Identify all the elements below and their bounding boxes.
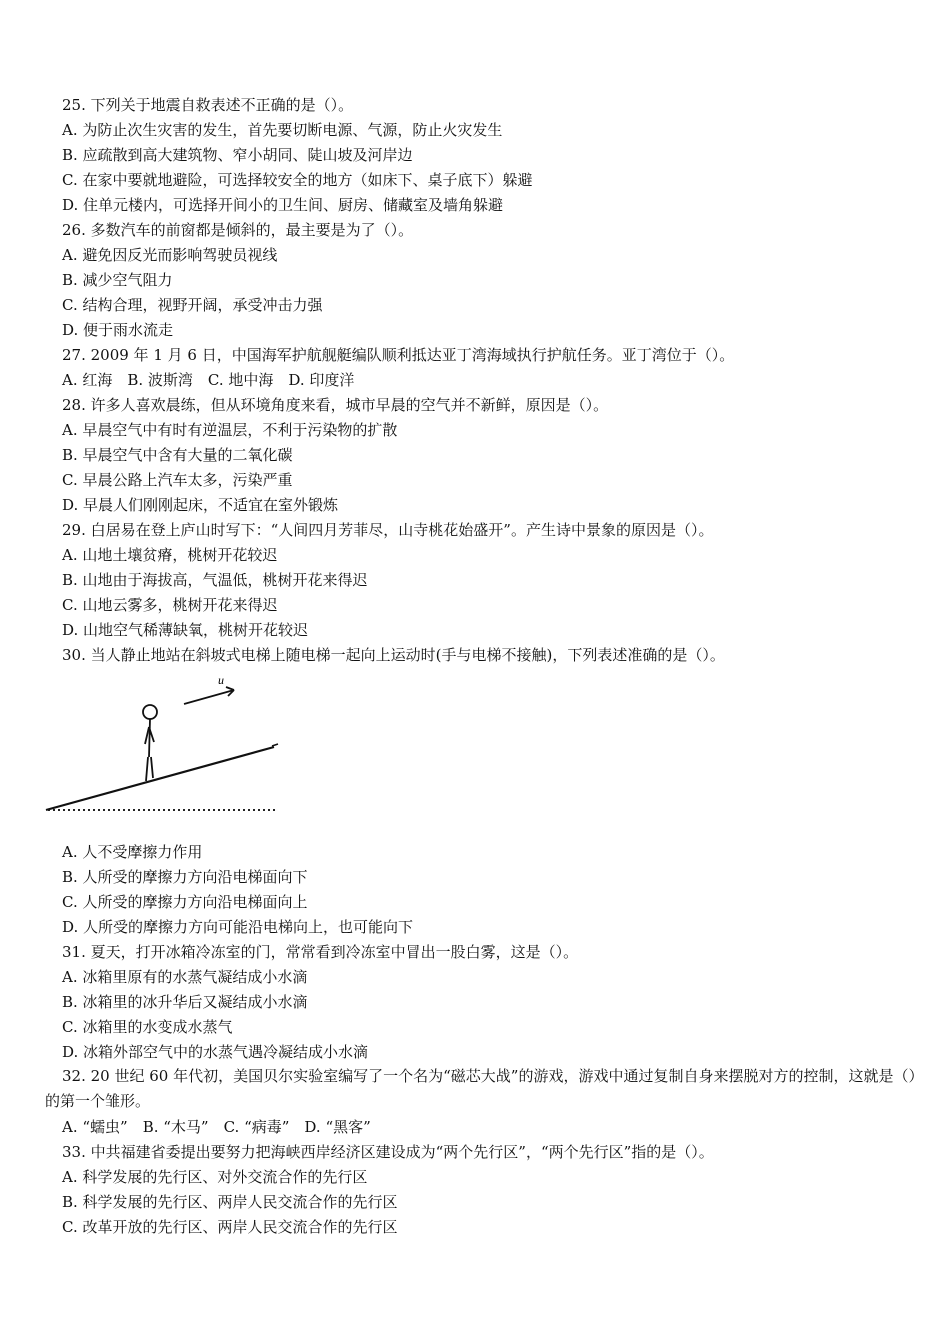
option-31d: D. 冰箱外部空气中的水蒸气遇冷凝结成小水滴	[62, 1043, 369, 1061]
escalator-incline	[46, 747, 274, 810]
option-30b: B. 人所受的摩擦力方向沿电梯面向下	[62, 868, 308, 886]
option-30a: A. 人不受摩擦力作用	[62, 843, 203, 861]
option-28a: A. 早晨空气中有时有逆温层，不利于污染物的扩散	[62, 421, 398, 439]
option-29c: C. 山地云雾多，桃树开花来得迟	[62, 596, 278, 614]
options-27: A. 红海 B. 波斯湾 C. 地中海 D. 印度洋	[62, 371, 355, 389]
options-32: A. “蠕虫” B. “木马” C. “病毒” D. “黑客”	[62, 1118, 371, 1136]
velocity-arrow	[184, 687, 234, 704]
question-27: 27. 2009 年 1 月 6 日，中国海军护航舰艇编队顺利抵达亚丁湾海域执行护航任务。亚丁湾位于（）。	[62, 346, 735, 364]
option-30c: C. 人所受的摩擦力方向沿电梯面向上	[62, 893, 308, 911]
question-28: 28. 许多人喜欢晨练，但从环境角度来看，城市早晨的空气并不新鲜，原因是（）。	[62, 396, 609, 414]
option-25c: C. 在家中要就地避险，可选择较安全的地方（如床下、桌子底下）躲避	[62, 171, 533, 189]
option-29b: B. 山地由于海拔高，气温低，桃树开花来得迟	[62, 571, 368, 589]
option-31b: B. 冰箱里的冰升华后又凝结成小水滴	[62, 993, 308, 1011]
question-25: 25. 下列关于地震自救表述不正确的是（）。	[62, 96, 354, 114]
option-31c: C. 冰箱里的水变成水蒸气	[62, 1018, 233, 1036]
person-figure	[143, 705, 157, 781]
question-26: 26. 多数汽车的前窗都是倾斜的，最主要是为了（）。	[62, 221, 414, 239]
option-28d: D. 早晨人们刚刚起床，不适宜在室外锻炼	[62, 496, 339, 514]
option-25a: A. 为防止次生灾害的发生，首先要切断电源、气源，防止火灾发生	[62, 121, 503, 139]
question-33: 33. 中共福建省委提出要努力把海峡西岸经济区建设成为“两个先行区”，“两个先行区”指的是（）。	[62, 1143, 714, 1161]
option-25d: D. 住单元楼内，可选择开间小的卫生间、厨房、储藏室及墙角躲避	[62, 196, 504, 214]
option-29a: A. 山地土壤贫瘠，桃树开花较迟	[62, 546, 278, 564]
escalator-edge	[272, 744, 278, 746]
velocity-label: u	[218, 673, 224, 687]
question-29: 29. 白居易在登上庐山时写下：“人间四月芳菲尽，山寺桃花始盛开”。产生诗中景象的原因是（）。	[62, 521, 714, 539]
option-26d: D. 便于雨水流走	[62, 321, 174, 339]
option-26b: B. 减少空气阻力	[62, 271, 173, 289]
option-30d: D. 人所受的摩擦力方向可能沿电梯向上，也可能向下	[62, 918, 414, 936]
option-31a: A. 冰箱里原有的水蒸气凝结成小水滴	[62, 968, 308, 986]
option-33c: C. 改革开放的先行区、两岸人民交流合作的先行区	[62, 1218, 398, 1236]
option-25b: B. 应疏散到高大建筑物、窄小胡同、陡山坡及河岸边	[62, 146, 413, 164]
option-33a: A. 科学发展的先行区、对外交流合作的先行区	[62, 1168, 368, 1186]
option-28b: B. 早晨空气中含有大量的二氧化碳	[62, 446, 293, 464]
option-26c: C. 结构合理，视野开阔，承受冲击力强	[62, 296, 323, 314]
option-28c: C. 早晨公路上汽车太多，污染严重	[62, 471, 293, 489]
option-26a: A. 避免因反光而影响驾驶员视线	[62, 246, 278, 264]
question-32: 32. 20 世纪 60 年代初，美国贝尔实验室编写了一个名为“磁芯大战”的游戏，游戏中通过复制自身来摆脱对方的控制，这就是（）的第一个雏形。	[45, 1067, 916, 1110]
question-30: 30. 当人静止地站在斜坡式电梯上随电梯一起向上运动时(手与电梯不接触)，下列表述准确的是（）。	[62, 646, 725, 664]
option-29d: D. 山地空气稀薄缺氧，桃树开花较迟	[62, 621, 309, 639]
option-33b: B. 科学发展的先行区、两岸人民交流合作的先行区	[62, 1193, 398, 1211]
escalator-figure	[42, 672, 282, 822]
question-31: 31. 夏天，打开冰箱冷冻室的门，常常看到冷冻室中冒出一股白雾，这是（）。	[62, 943, 579, 961]
